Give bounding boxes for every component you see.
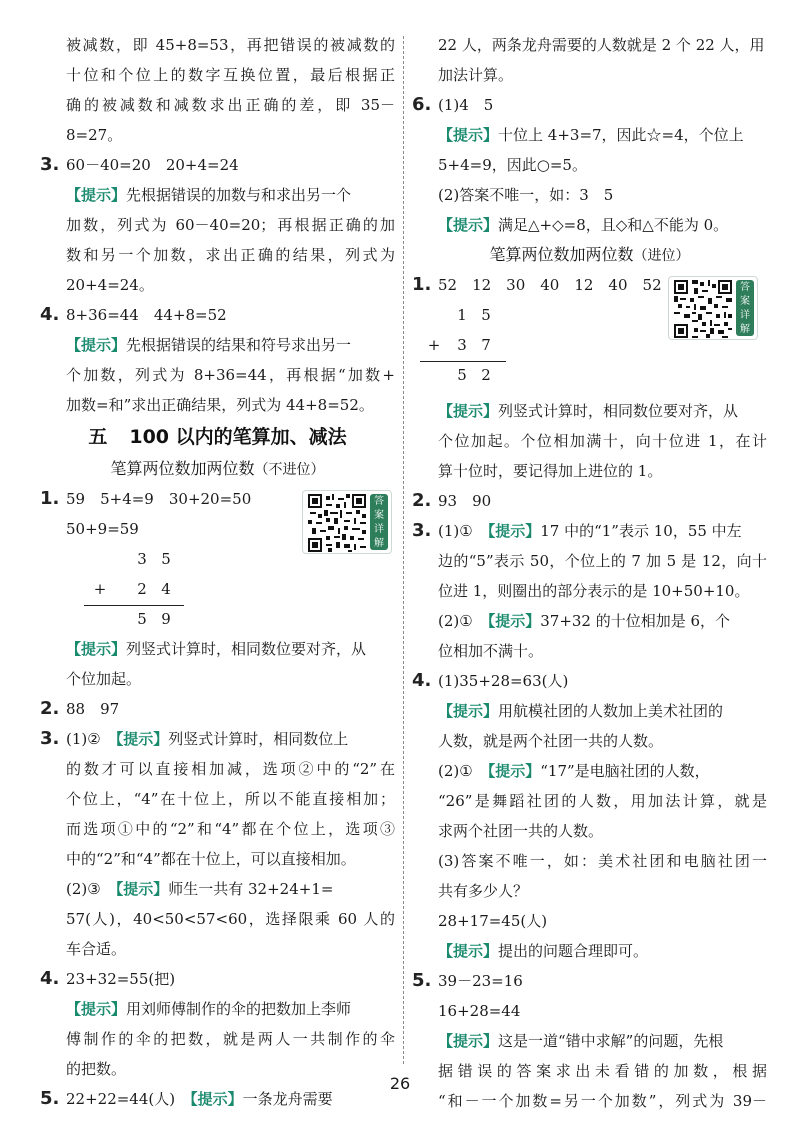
text-line: 20+4=24。 <box>66 276 154 294</box>
answer-line <box>412 90 767 120</box>
left-column <box>40 30 395 1114</box>
hint-line <box>412 120 767 150</box>
text-line: 个位加起。个位相加满十，向十位进 1，在计 <box>438 432 767 450</box>
hint-label: 【提示】 <box>115 730 169 748</box>
answer-text: 28+17=45(人) <box>438 912 548 930</box>
hint-line <box>40 634 395 664</box>
answer-line <box>412 486 767 516</box>
subsection-name: 笔算两位数加两位数 <box>110 459 255 478</box>
text-line: 57(人)，40<50<57<60，选择限乘 60 人的 <box>66 910 395 928</box>
hint-label: 【提示】 <box>66 186 127 204</box>
question-number: 3. <box>40 154 60 175</box>
answer-line <box>412 966 767 996</box>
text-line: 22 人，两条龙舟需要的人数就是 2 个 22 人，用 <box>438 36 765 54</box>
text-line: 据错误的答案求出未看错的加数，根据 <box>438 1062 767 1080</box>
answer-text: (1)② <box>66 730 101 748</box>
question-number: 1. <box>40 488 60 509</box>
hint-label: 【提示】 <box>438 402 499 420</box>
answer-text: (2)① <box>438 762 473 780</box>
text-line: 个加数，列式为 8+36=44，再根据“加数+ <box>66 366 395 384</box>
text-line: 8=27。 <box>66 126 123 144</box>
hint-line <box>412 210 767 240</box>
subsection-title <box>412 240 767 270</box>
plus-sign: + <box>427 336 441 354</box>
text-line: 加数，列式为 60－40=20；再根据正确的加 <box>66 216 395 234</box>
digit: 5 <box>481 306 491 324</box>
answer-text: (1)35+28=63(人) <box>438 672 569 690</box>
text-line: 数和另一个加数，求出正确的结果，列式为 <box>66 246 395 264</box>
hint-label: 【提示】 <box>438 702 499 720</box>
hint-text: 列竖式计算时，相同数位上 <box>168 730 349 748</box>
text-line: 加法计算。 <box>438 66 514 84</box>
digit: 5 <box>137 610 147 628</box>
text-line: 个位上，“4”在十位上，所以不能直接相加； <box>66 790 395 808</box>
question-number: 4. <box>40 304 60 325</box>
answer-text: 88 97 <box>66 700 120 718</box>
hint-line <box>40 994 395 1024</box>
hint-label: 【提示】 <box>487 762 541 780</box>
hint-text: 十位上 4+3=7，因此☆=4，个位上 <box>498 126 744 144</box>
text-line: 个位加起。 <box>66 670 142 688</box>
question-number: 6. <box>412 94 432 115</box>
section-number: 五 <box>88 426 108 448</box>
hint-text: 用航模社团的人数加上美术社团的 <box>498 702 724 720</box>
text-line: 位相加不满十。 <box>438 642 544 660</box>
answer-line <box>40 300 395 330</box>
hint-line <box>412 696 767 726</box>
digit: 5 <box>457 366 467 384</box>
answer-text: 60－40=20 20+4=24 <box>66 156 239 174</box>
text-line: 加数=和”求出正确结果，列式为 44+8=52。 <box>66 396 374 414</box>
section-title <box>40 420 395 454</box>
hint-label: 【提示】 <box>487 612 541 630</box>
text-line: 人数，就是两个社团一共的人数。 <box>438 732 664 750</box>
qr-code-icon <box>672 280 734 338</box>
vertical-addition-row <box>40 574 395 604</box>
text-line: 边的“5”表示 50，个位上的 7 加 5 是 12，向十 <box>438 552 767 570</box>
qr-code-icon <box>306 494 368 552</box>
digit: 3 <box>457 336 467 354</box>
answer-text: 50+9=59 <box>66 520 139 538</box>
hint-text: 17 中的“1”表示 10，55 中左 <box>540 522 742 540</box>
text-line: 5+4=9，因此○=5。 <box>438 156 587 174</box>
text-line: 确的被减数和减数求出正确的差，即 35－ <box>66 96 395 114</box>
subsection-qualifier: （不进位） <box>254 462 325 478</box>
question-number: 4. <box>412 670 432 691</box>
text-line: “和－一个加数=另一个加数”，列式为 39－ <box>438 1092 767 1110</box>
answer-text: (1)① <box>438 522 473 540</box>
answer-text: (2)答案不唯一，如：3 5 <box>438 186 614 204</box>
answer-text: 16+28=44 <box>438 1002 521 1020</box>
question-number: 2. <box>40 698 60 719</box>
hint-label: 【提示】 <box>438 216 499 234</box>
question-number: 3. <box>412 520 432 541</box>
hint-text: 一条龙舟需要 <box>242 1090 333 1108</box>
q1-block <box>412 270 767 390</box>
right-column <box>412 30 767 1116</box>
answer-text: 59 5+4=9 30+20=50 <box>66 490 252 508</box>
hint-text: 提出的问题合理即可。 <box>498 942 649 960</box>
qr-badge: 答 案 详 解 <box>370 494 388 550</box>
text-line: 共有多少人？ <box>438 882 529 900</box>
hint-label: 【提示】 <box>438 942 499 960</box>
answer-text: 39－23=16 <box>438 972 523 990</box>
text-line: 的把数。 <box>66 1060 127 1078</box>
answer-text: (2)① <box>438 612 473 630</box>
hint-label: 【提示】 <box>438 126 499 144</box>
text-line: 而选项①中的“2”和“4”都在个位上，选项③ <box>66 820 395 838</box>
digit: 4 <box>161 580 171 598</box>
hint-text: 先根据错误的结果和符号求出另一 <box>126 336 352 354</box>
vertical-addition-result <box>412 360 767 390</box>
text-line: 车合适。 <box>66 940 127 958</box>
digit: 3 <box>137 550 147 568</box>
answer-line <box>40 694 395 724</box>
question-number: 1. <box>412 274 432 295</box>
text-line: “26”是舞蹈社团的人数，用加法计算，就是 <box>438 792 767 810</box>
page-number: 26 <box>389 1074 411 1093</box>
hint-line <box>40 180 395 210</box>
hint-label: 【提示】 <box>66 640 127 658</box>
text-line: 十位和个位上的数字互换位置，最后根据正 <box>66 66 395 84</box>
hint-label: 【提示】 <box>115 880 169 898</box>
hint-text: 这是一道“错中求解”的问题，先根 <box>498 1032 724 1050</box>
text-line: (3)答案不唯一，如：美术社团和电脑社团一 <box>438 852 767 870</box>
hint-text: 列竖式计算时，相同数位要对齐，从 <box>126 640 367 658</box>
hint-text: 满足△+◇=8，且◇和△不能为 0。 <box>498 216 729 234</box>
digit: 9 <box>161 610 171 628</box>
question-number: 5. <box>412 970 432 991</box>
hint-label: 【提示】 <box>66 1000 127 1018</box>
subsection-title <box>40 454 395 484</box>
hint-line <box>412 396 767 426</box>
hint-text: 用刘师傅制作的伞的把数加上李师 <box>126 1000 352 1018</box>
digit: 7 <box>481 336 491 354</box>
answer-text: 8+36=44 44+8=52 <box>66 306 227 324</box>
answer-line <box>40 724 395 754</box>
answer-line <box>412 666 767 696</box>
answer-line <box>40 150 395 180</box>
text-line: 求两个社团一共的人数。 <box>438 822 604 840</box>
question-number: 5. <box>40 1088 60 1109</box>
hint-label: 【提示】 <box>66 336 127 354</box>
answer-text: 22+22=44(人) <box>66 1090 176 1108</box>
subsection-qualifier: （进位） <box>633 248 690 264</box>
hint-label: 【提示】 <box>190 1090 243 1108</box>
answer-text: 93 90 <box>438 492 492 510</box>
plus-sign: + <box>93 580 107 598</box>
answer-line <box>40 964 395 994</box>
text-line: 傅制作的伞的把数，就是两人一共制作的伞 <box>66 1030 395 1048</box>
hint-text: 先根据错误的加数与和求出另一个 <box>126 186 352 204</box>
question-number: 2. <box>412 490 432 511</box>
digit: 2 <box>481 366 491 384</box>
qr-code[interactable] <box>302 490 392 554</box>
text-line: 被减数，即 45+8=53，再把错误的被减数的 <box>66 36 395 54</box>
text-line: 算十位时，要记得加上进位的 1。 <box>438 462 663 480</box>
vertical-addition-result <box>40 604 395 634</box>
hint-text: 列竖式计算时，相同数位要对齐，从 <box>498 402 739 420</box>
section-name: 100 以内的笔算加、减法 <box>129 426 347 448</box>
question-number: 3. <box>40 728 60 749</box>
digit: 5 <box>161 550 171 568</box>
text-line: 的数才可以直接相加减，选项②中的“2”在 <box>66 760 395 778</box>
text-line: 中的“2”和“4”都在十位上，可以直接相加。 <box>66 850 356 868</box>
answer-text: 23+32=55(把) <box>66 970 176 988</box>
hint-label: 【提示】 <box>487 522 541 540</box>
digit: 1 <box>457 306 467 324</box>
q1-block <box>40 484 395 634</box>
hint-line <box>412 936 767 966</box>
question-number: 4. <box>40 968 60 989</box>
column-divider <box>403 36 404 1064</box>
hint-line <box>412 606 767 636</box>
hint-line <box>412 756 767 786</box>
qr-code[interactable] <box>668 276 758 340</box>
digit: 2 <box>137 580 147 598</box>
answer-text: (2)③ <box>66 880 101 898</box>
hint-line <box>412 1026 767 1056</box>
hint-text: “17”是电脑社团的人数， <box>540 762 710 780</box>
hint-line <box>40 330 395 360</box>
answer-text: 52 12 30 40 12 40 52 <box>438 276 662 294</box>
hint-text: 37+32 的十位相加是 6，个 <box>540 612 731 630</box>
qr-badge: 答 案 详 解 <box>736 280 754 336</box>
hint-line <box>40 874 395 904</box>
hint-text: 师生一共有 32+24+1= <box>168 880 334 898</box>
text-line: 位进 1，则圈出的部分表示的是 10+50+10。 <box>438 582 750 600</box>
answer-text: (1)4 5 <box>438 96 494 114</box>
hint-label: 【提示】 <box>438 1032 499 1050</box>
answer-line <box>412 516 767 546</box>
subsection-name: 笔算两位数加两位数 <box>489 245 634 264</box>
